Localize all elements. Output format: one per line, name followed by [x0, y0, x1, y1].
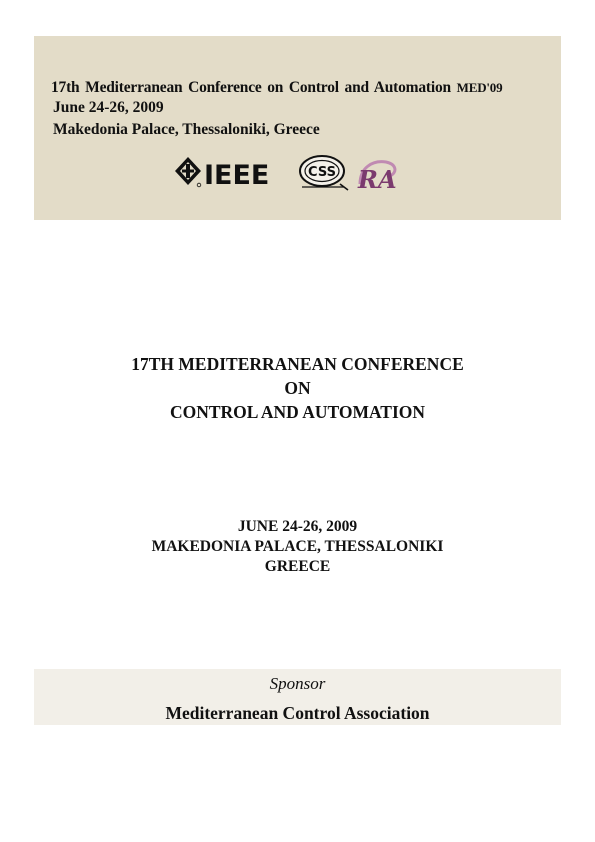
main-title-line-1: 17TH MEDITERRANEAN CONFERENCE [131, 354, 464, 374]
ieee-emblem-icon [175, 157, 201, 187]
main-title [0, 352, 595, 424]
conference-abbr: MED'09 [456, 80, 503, 95]
main-title-line-2: ON [284, 378, 311, 398]
logos-svg [174, 154, 414, 196]
header-band [34, 36, 561, 220]
sponsor-logos [174, 154, 414, 196]
event-details [0, 517, 595, 577]
event-venue: MAKEDONIA PALACE, THESSALONIKI [151, 538, 444, 555]
sponsor-organization: Mediterranean Control Association [165, 703, 430, 723]
ieee-logo-text: IEEE [204, 160, 270, 191]
conference-name: 17th Mediterranean Conference on Control and Automation [51, 79, 451, 96]
mca-logo-icon [357, 162, 397, 194]
css-logo-icon [300, 156, 348, 190]
mca-logo-text: RA [358, 165, 397, 194]
header-venue: Makedonia Palace, Thessaloniki, Greece [53, 121, 320, 138]
main-title-line-3: CONTROL AND AUTOMATION [169, 402, 426, 422]
conference-name-line [51, 79, 502, 97]
sponsor-label: Sponsor [269, 674, 326, 693]
event-dates: JUNE 24-26, 2009 [237, 518, 358, 535]
sponsor-band [34, 669, 561, 725]
css-logo-text: CSS [308, 165, 336, 180]
event-country: GREECE [264, 558, 331, 575]
header-dates: June 24-26, 2009 [53, 99, 164, 116]
